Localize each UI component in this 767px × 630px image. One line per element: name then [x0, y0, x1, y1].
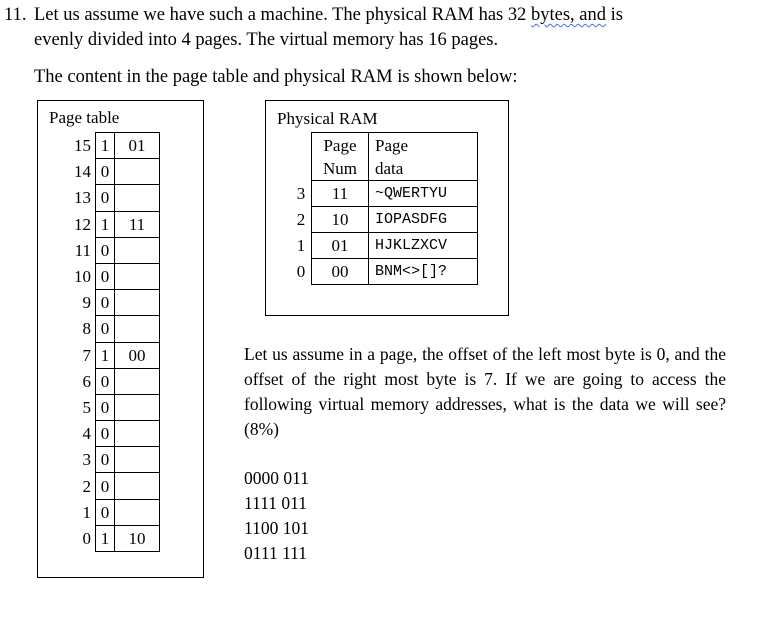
- page-index: 8: [82, 319, 91, 339]
- ram-page-num: 10: [312, 207, 369, 233]
- page-table-row: [57, 525, 160, 551]
- frame-number: [115, 394, 160, 420]
- frame-number: [115, 316, 160, 342]
- page-table-row: [57, 185, 160, 211]
- page-index: 1: [82, 502, 91, 522]
- valid-bit: 0: [96, 394, 115, 420]
- valid-bit: 0: [96, 447, 115, 473]
- valid-bit: 0: [96, 421, 115, 447]
- frame-number: [115, 421, 160, 447]
- question-line-2: evenly divided into 4 pages. The virtual memory has 16 pages.: [34, 30, 499, 50]
- ram-row: [291, 233, 478, 259]
- page-table-box: [37, 100, 204, 578]
- spellcheck-marked-text: bytes, and: [530, 5, 606, 25]
- page-index: 2: [82, 476, 91, 496]
- frame-number: 01: [115, 133, 160, 159]
- frame-number: 11: [115, 211, 160, 237]
- valid-bit: 0: [96, 263, 115, 289]
- page-index: 13: [74, 188, 91, 208]
- ram-page-data: ~QWERTYU: [369, 181, 478, 207]
- valid-bit: 0: [96, 237, 115, 263]
- page-table-row: [57, 316, 160, 342]
- valid-bit: 0: [96, 368, 115, 394]
- page-index: 0: [82, 528, 91, 548]
- valid-bit: 1: [96, 133, 115, 159]
- physical-ram-title: Physical RAM: [277, 109, 378, 128]
- page-table-row: [57, 159, 160, 185]
- page-table-row: [57, 133, 160, 159]
- page-table: [57, 132, 160, 552]
- page-index: 7: [82, 345, 91, 365]
- page-table-row: [57, 394, 160, 420]
- page-index: 5: [82, 397, 91, 417]
- frame-number: [115, 368, 160, 394]
- valid-bit: 0: [96, 499, 115, 525]
- ram-row: [291, 259, 478, 285]
- page-index: 3: [82, 450, 91, 470]
- page-table-row: [57, 421, 160, 447]
- ram-frame-index: 2: [296, 210, 306, 229]
- ram-frame-index: 0: [296, 262, 306, 281]
- question-number: 11.: [4, 5, 27, 25]
- ram-frame-index: 1: [296, 236, 306, 255]
- frame-number: [115, 499, 160, 525]
- valid-bit: 0: [96, 159, 115, 185]
- frame-number: [115, 159, 160, 185]
- page-index: 9: [82, 293, 91, 313]
- page-table-row: [57, 290, 160, 316]
- valid-bit: 1: [96, 211, 115, 237]
- ram-page-data: HJKLZXCV: [369, 233, 478, 259]
- page-table-row: [57, 499, 160, 525]
- question-line-1-start: Let us assume we have such a machine. The physical RAM has 32: [34, 5, 531, 25]
- page-table-title: Page table: [49, 108, 120, 127]
- page-table-row: [57, 211, 160, 237]
- frame-number: 10: [115, 525, 160, 551]
- frame-number: [115, 263, 160, 289]
- ram-header-row: [291, 133, 478, 181]
- ram-page-data: BNM<>[]?: [369, 259, 478, 285]
- page-index: 11: [74, 240, 91, 260]
- frame-number: 00: [115, 342, 160, 368]
- question-prompt: Let us assume in a page, the offset of the left most byte is 0, and the offset of the right most byte is 7. If we are going to access the following virtual memory addresses, what is the data we will see? (8%): [244, 344, 726, 439]
- virtual-address: 0000 011: [244, 468, 309, 488]
- page-table-row: [57, 342, 160, 368]
- page-table-row: [57, 447, 160, 473]
- page-table-row: [57, 473, 160, 499]
- valid-bit: 0: [96, 473, 115, 499]
- page-index: 4: [82, 424, 91, 444]
- question-line-3: The content in the page table and physical RAM is shown below:: [34, 67, 518, 87]
- ram-page-num: 01: [312, 233, 369, 259]
- question-line-1-end: is: [606, 5, 623, 25]
- address-list: [244, 466, 309, 566]
- page-index: 10: [74, 267, 91, 287]
- physical-ram-box: [265, 100, 509, 316]
- virtual-address: 1111 011: [244, 493, 308, 513]
- ram-page-num: 00: [312, 259, 369, 285]
- frame-number: [115, 447, 160, 473]
- ram-row: [291, 207, 478, 233]
- ram-page-data: IOPASDFG: [369, 207, 478, 233]
- page-index: 14: [74, 162, 91, 182]
- ram-row: [291, 181, 478, 207]
- ram-page-num: 11: [312, 181, 369, 207]
- question-line-1: [34, 3, 623, 27]
- frame-number: [115, 185, 160, 211]
- physical-ram-table: [291, 132, 478, 285]
- ram-header-page-data: Page data: [369, 133, 478, 181]
- valid-bit: 0: [96, 290, 115, 316]
- virtual-address: 1100 101: [244, 518, 309, 538]
- frame-number: [115, 290, 160, 316]
- valid-bit: 1: [96, 342, 115, 368]
- page-index: 15: [74, 136, 91, 156]
- ram-frame-index: 3: [296, 184, 306, 203]
- page-index: 6: [82, 371, 91, 391]
- valid-bit: 1: [96, 525, 115, 551]
- valid-bit: 0: [96, 316, 115, 342]
- valid-bit: 0: [96, 185, 115, 211]
- virtual-address: 0111 111: [244, 543, 308, 563]
- page-index: 12: [74, 214, 91, 234]
- frame-number: [115, 473, 160, 499]
- page-table-row: [57, 368, 160, 394]
- ram-header-page-num: Page Num: [312, 133, 369, 181]
- page-table-row: [57, 263, 160, 289]
- page-table-row: [57, 237, 160, 263]
- frame-number: [115, 237, 160, 263]
